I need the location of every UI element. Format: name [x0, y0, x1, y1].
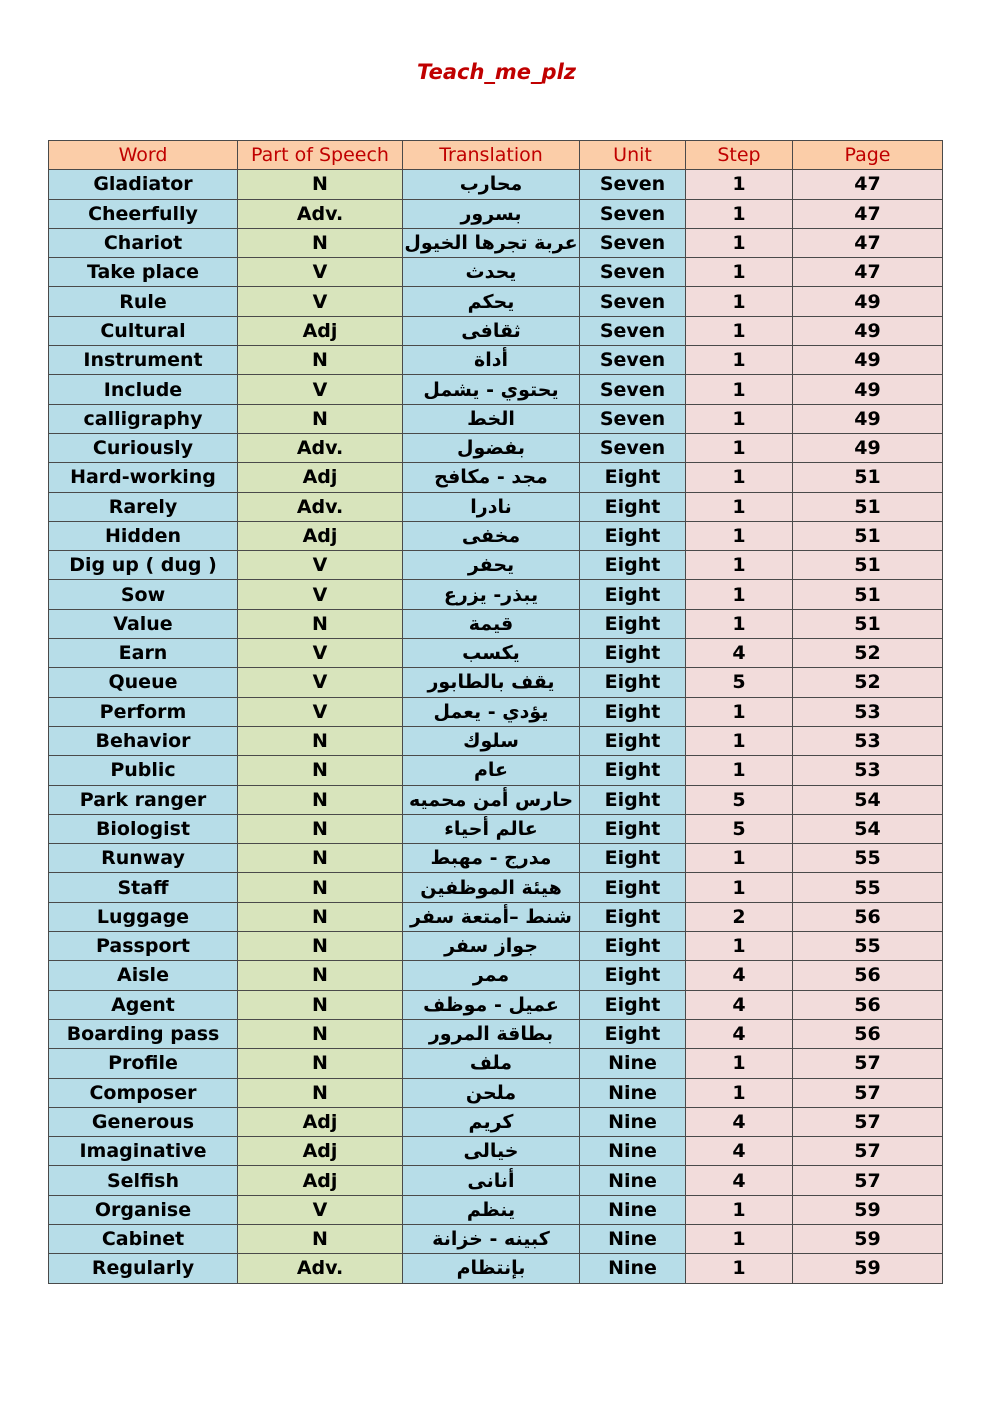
page-cell: 59 — [793, 1254, 943, 1283]
table-row — [49, 873, 943, 902]
page-cell: 56 — [793, 1019, 943, 1048]
word-cell: Park ranger — [49, 785, 238, 814]
unit-cell: Eight — [580, 932, 686, 961]
part-of-speech-cell: N — [238, 346, 403, 375]
translation-cell: عميل - موظف — [403, 990, 580, 1019]
unit-cell: Seven — [580, 404, 686, 433]
word-cell: Biologist — [49, 814, 238, 843]
page-cell: 51 — [793, 609, 943, 638]
table-row — [49, 785, 943, 814]
page-cell: 56 — [793, 902, 943, 931]
step-cell: 4 — [686, 1137, 793, 1166]
part-of-speech-cell: N — [238, 844, 403, 873]
translation-cell: يكسب — [403, 639, 580, 668]
table-row — [49, 316, 943, 345]
part-of-speech-cell: N — [238, 1224, 403, 1253]
unit-cell: Nine — [580, 1049, 686, 1078]
part-of-speech-cell: Adv. — [238, 199, 403, 228]
part-of-speech-cell: N — [238, 756, 403, 785]
page-cell: 53 — [793, 697, 943, 726]
table-row — [49, 756, 943, 785]
translation-cell: مدرج - مهبط — [403, 844, 580, 873]
word-cell: Gladiator — [49, 170, 238, 199]
unit-cell: Eight — [580, 1019, 686, 1048]
word-cell: Imaginative — [49, 1137, 238, 1166]
page-cell: 57 — [793, 1078, 943, 1107]
page-cell: 47 — [793, 170, 943, 199]
page-cell: 49 — [793, 346, 943, 375]
table-row — [49, 932, 943, 961]
translation-cell: محارب — [403, 170, 580, 199]
table-row — [49, 961, 943, 990]
word-cell: calligraphy — [49, 404, 238, 433]
table-row — [49, 346, 943, 375]
step-cell: 1 — [686, 1195, 793, 1224]
part-of-speech-cell: N — [238, 404, 403, 433]
translation-cell: يؤدي - يعمل — [403, 697, 580, 726]
page-cell: 49 — [793, 316, 943, 345]
translation-cell: مجد - مكافح — [403, 463, 580, 492]
part-of-speech-cell: V — [238, 668, 403, 697]
page-cell: 47 — [793, 258, 943, 287]
word-cell: Selfish — [49, 1166, 238, 1195]
step-cell: 1 — [686, 1254, 793, 1283]
translation-cell: عام — [403, 756, 580, 785]
unit-cell: Seven — [580, 375, 686, 404]
page-cell: 56 — [793, 990, 943, 1019]
part-of-speech-cell: V — [238, 1195, 403, 1224]
word-cell: Include — [49, 375, 238, 404]
table-row — [49, 404, 943, 433]
unit-cell: Nine — [580, 1137, 686, 1166]
unit-cell: Seven — [580, 433, 686, 462]
table-row — [49, 258, 943, 287]
part-of-speech-cell: V — [238, 697, 403, 726]
step-cell: 1 — [686, 1049, 793, 1078]
translation-cell: عربة تجرها الخيول — [403, 228, 580, 257]
page-cell: 57 — [793, 1166, 943, 1195]
step-cell: 1 — [686, 492, 793, 521]
page-cell: 55 — [793, 844, 943, 873]
unit-cell: Eight — [580, 580, 686, 609]
page-cell: 51 — [793, 521, 943, 550]
table-row — [49, 990, 943, 1019]
translation-cell: أنانى — [403, 1166, 580, 1195]
page-cell: 51 — [793, 492, 943, 521]
page-cell: 56 — [793, 961, 943, 990]
word-cell: Behavior — [49, 726, 238, 755]
part-of-speech-cell: N — [238, 932, 403, 961]
step-cell: 1 — [686, 433, 793, 462]
table-row — [49, 902, 943, 931]
step-cell: 5 — [686, 785, 793, 814]
word-cell: Value — [49, 609, 238, 638]
translation-cell: جواز سفر — [403, 932, 580, 961]
part-of-speech-cell: N — [238, 814, 403, 843]
step-cell: 4 — [686, 1166, 793, 1195]
step-cell: 1 — [686, 551, 793, 580]
step-cell: 1 — [686, 873, 793, 902]
header-page: Page — [793, 141, 943, 170]
step-cell: 1 — [686, 199, 793, 228]
word-cell: Take place — [49, 258, 238, 287]
part-of-speech-cell: Adj — [238, 316, 403, 345]
word-cell: Rarely — [49, 492, 238, 521]
word-cell: Curiously — [49, 433, 238, 462]
page-cell: 49 — [793, 287, 943, 316]
page-cell: 54 — [793, 785, 943, 814]
part-of-speech-cell: V — [238, 551, 403, 580]
unit-cell: Seven — [580, 170, 686, 199]
table-row — [49, 287, 943, 316]
page-cell: 59 — [793, 1195, 943, 1224]
page-cell: 57 — [793, 1107, 943, 1136]
word-cell: Chariot — [49, 228, 238, 257]
translation-cell: يحكم — [403, 287, 580, 316]
step-cell: 1 — [686, 932, 793, 961]
word-cell: Sow — [49, 580, 238, 609]
step-cell: 1 — [686, 726, 793, 755]
page-cell: 47 — [793, 199, 943, 228]
part-of-speech-cell: Adj — [238, 521, 403, 550]
step-cell: 1 — [686, 287, 793, 316]
part-of-speech-cell: Adj — [238, 463, 403, 492]
word-cell: Rule — [49, 287, 238, 316]
page-cell: 51 — [793, 463, 943, 492]
table-row — [49, 375, 943, 404]
word-cell: Hard-working — [49, 463, 238, 492]
unit-cell: Nine — [580, 1166, 686, 1195]
step-cell: 2 — [686, 902, 793, 931]
part-of-speech-cell: N — [238, 990, 403, 1019]
table-row — [49, 580, 943, 609]
translation-cell: عالم أحياء — [403, 814, 580, 843]
step-cell: 4 — [686, 1019, 793, 1048]
translation-cell: حارس أمن محميه — [403, 785, 580, 814]
step-cell: 1 — [686, 316, 793, 345]
unit-cell: Nine — [580, 1254, 686, 1283]
unit-cell: Nine — [580, 1224, 686, 1253]
page-cell: 51 — [793, 551, 943, 580]
step-cell: 1 — [686, 697, 793, 726]
part-of-speech-cell: Adj — [238, 1137, 403, 1166]
table-row — [49, 639, 943, 668]
table-row — [49, 1049, 943, 1078]
translation-cell: خيالى — [403, 1137, 580, 1166]
unit-cell: Eight — [580, 990, 686, 1019]
translation-cell: يحدث — [403, 258, 580, 287]
page-cell: 54 — [793, 814, 943, 843]
table-row — [49, 199, 943, 228]
table-row — [49, 1107, 943, 1136]
page-cell: 59 — [793, 1224, 943, 1253]
word-cell: Aisle — [49, 961, 238, 990]
unit-cell: Eight — [580, 873, 686, 902]
table-row — [49, 726, 943, 755]
translation-cell: بطاقة المرور — [403, 1019, 580, 1048]
word-cell: Runway — [49, 844, 238, 873]
table-row — [49, 1166, 943, 1195]
step-cell: 1 — [686, 756, 793, 785]
page-cell: 51 — [793, 580, 943, 609]
word-cell: Earn — [49, 639, 238, 668]
word-cell: Profile — [49, 1049, 238, 1078]
table-row — [49, 1195, 943, 1224]
unit-cell: Eight — [580, 961, 686, 990]
part-of-speech-cell: N — [238, 1078, 403, 1107]
page-cell: 55 — [793, 873, 943, 902]
step-cell: 5 — [686, 814, 793, 843]
unit-cell: Eight — [580, 609, 686, 638]
part-of-speech-cell: V — [238, 258, 403, 287]
word-cell: Regularly — [49, 1254, 238, 1283]
translation-cell: الخط — [403, 404, 580, 433]
part-of-speech-cell: N — [238, 609, 403, 638]
vocabulary-table — [48, 140, 943, 1284]
translation-cell: أداة — [403, 346, 580, 375]
unit-cell: Nine — [580, 1107, 686, 1136]
part-of-speech-cell: Adv. — [238, 1254, 403, 1283]
table-row — [49, 609, 943, 638]
page-title: Teach_me_plz — [416, 60, 576, 84]
unit-cell: Nine — [580, 1078, 686, 1107]
translation-cell: كبينه - خزانة — [403, 1224, 580, 1253]
part-of-speech-cell: N — [238, 873, 403, 902]
translation-cell: يحتوي - يشمل — [403, 375, 580, 404]
unit-cell: Eight — [580, 844, 686, 873]
step-cell: 5 — [686, 668, 793, 697]
part-of-speech-cell: N — [238, 785, 403, 814]
unit-cell: Seven — [580, 258, 686, 287]
unit-cell: Seven — [580, 287, 686, 316]
part-of-speech-cell: V — [238, 287, 403, 316]
word-cell: Dig up ( dug ) — [49, 551, 238, 580]
word-cell: Cabinet — [49, 1224, 238, 1253]
page-cell: 49 — [793, 404, 943, 433]
page-cell: 53 — [793, 756, 943, 785]
table-row — [49, 814, 943, 843]
page-cell: 49 — [793, 433, 943, 462]
page-cell: 52 — [793, 668, 943, 697]
step-cell: 1 — [686, 521, 793, 550]
table-row — [49, 1137, 943, 1166]
page-cell: 47 — [793, 228, 943, 257]
translation-cell: سلوك — [403, 726, 580, 755]
word-cell: Instrument — [49, 346, 238, 375]
unit-cell: Eight — [580, 521, 686, 550]
unit-cell: Eight — [580, 463, 686, 492]
header-unit: Unit — [580, 141, 686, 170]
part-of-speech-cell: N — [238, 726, 403, 755]
unit-cell: Eight — [580, 756, 686, 785]
word-cell: Boarding pass — [49, 1019, 238, 1048]
table-row — [49, 668, 943, 697]
unit-cell: Eight — [580, 814, 686, 843]
step-cell: 1 — [686, 1078, 793, 1107]
step-cell: 4 — [686, 639, 793, 668]
table-row — [49, 521, 943, 550]
unit-cell: Eight — [580, 785, 686, 814]
word-cell: Passport — [49, 932, 238, 961]
table-row — [49, 1078, 943, 1107]
table-row — [49, 1254, 943, 1283]
translation-cell: يحفر — [403, 551, 580, 580]
word-cell: Agent — [49, 990, 238, 1019]
table-row — [49, 433, 943, 462]
translation-cell: بفضول — [403, 433, 580, 462]
unit-cell: Seven — [580, 199, 686, 228]
part-of-speech-cell: N — [238, 1019, 403, 1048]
step-cell: 1 — [686, 404, 793, 433]
word-cell: Staff — [49, 873, 238, 902]
unit-cell: Eight — [580, 668, 686, 697]
part-of-speech-cell: V — [238, 580, 403, 609]
translation-cell: بسرور — [403, 199, 580, 228]
table-row — [49, 228, 943, 257]
part-of-speech-cell: N — [238, 902, 403, 931]
part-of-speech-cell: Adj — [238, 1166, 403, 1195]
header-step: Step — [686, 141, 793, 170]
unit-cell: Seven — [580, 316, 686, 345]
unit-cell: Eight — [580, 726, 686, 755]
word-cell: Luggage — [49, 902, 238, 931]
table-row — [49, 170, 943, 199]
unit-cell: Nine — [580, 1195, 686, 1224]
header-translation: Translation — [403, 141, 580, 170]
page-cell: 55 — [793, 932, 943, 961]
step-cell: 1 — [686, 228, 793, 257]
table-row — [49, 844, 943, 873]
unit-cell: Eight — [580, 902, 686, 931]
word-cell: Cultural — [49, 316, 238, 345]
table-row — [49, 1224, 943, 1253]
word-cell: Queue — [49, 668, 238, 697]
step-cell: 1 — [686, 375, 793, 404]
translation-cell: ثقافى — [403, 316, 580, 345]
page-cell: 52 — [793, 639, 943, 668]
page-cell: 53 — [793, 726, 943, 755]
page-cell: 49 — [793, 375, 943, 404]
step-cell: 1 — [686, 463, 793, 492]
step-cell: 1 — [686, 346, 793, 375]
unit-cell: Seven — [580, 228, 686, 257]
translation-cell: شنط –أمتعة سفر — [403, 902, 580, 931]
word-cell: Perform — [49, 697, 238, 726]
unit-cell: Eight — [580, 639, 686, 668]
table-row — [49, 697, 943, 726]
translation-cell: نادرا — [403, 492, 580, 521]
part-of-speech-cell: N — [238, 961, 403, 990]
translation-cell: مخفى — [403, 521, 580, 550]
translation-cell: بإنتظام — [403, 1254, 580, 1283]
translation-cell: يقف بالطابور — [403, 668, 580, 697]
step-cell: 4 — [686, 1107, 793, 1136]
word-cell: Generous — [49, 1107, 238, 1136]
step-cell: 4 — [686, 961, 793, 990]
part-of-speech-cell: V — [238, 639, 403, 668]
table-row — [49, 1019, 943, 1048]
table-row — [49, 551, 943, 580]
translation-cell: كريم — [403, 1107, 580, 1136]
page-cell: 57 — [793, 1137, 943, 1166]
step-cell: 1 — [686, 609, 793, 638]
unit-cell: Seven — [580, 346, 686, 375]
part-of-speech-cell: Adv. — [238, 492, 403, 521]
table-row — [49, 463, 943, 492]
header-part-of-speech: Part of Speech — [238, 141, 403, 170]
part-of-speech-cell: N — [238, 170, 403, 199]
step-cell: 1 — [686, 170, 793, 199]
part-of-speech-cell: Adj — [238, 1107, 403, 1136]
unit-cell: Eight — [580, 697, 686, 726]
word-cell: Composer — [49, 1078, 238, 1107]
word-cell: Cheerfully — [49, 199, 238, 228]
part-of-speech-cell: Adv. — [238, 433, 403, 462]
translation-cell: ملف — [403, 1049, 580, 1078]
word-cell: Hidden — [49, 521, 238, 550]
translation-cell: هيئة الموظفين — [403, 873, 580, 902]
translation-cell: يبذر- يزرع — [403, 580, 580, 609]
translation-cell: ينظم — [403, 1195, 580, 1224]
translation-cell: ملحن — [403, 1078, 580, 1107]
word-cell: Public — [49, 756, 238, 785]
translation-cell: ممر — [403, 961, 580, 990]
table-row — [49, 492, 943, 521]
word-cell: Organise — [49, 1195, 238, 1224]
header-word: Word — [49, 141, 238, 170]
part-of-speech-cell: N — [238, 228, 403, 257]
part-of-speech-cell: V — [238, 375, 403, 404]
unit-cell: Eight — [580, 551, 686, 580]
step-cell: 1 — [686, 580, 793, 609]
step-cell: 1 — [686, 258, 793, 287]
translation-cell: قيمة — [403, 609, 580, 638]
step-cell: 1 — [686, 1224, 793, 1253]
table-header-row — [49, 141, 943, 170]
part-of-speech-cell: N — [238, 1049, 403, 1078]
page-cell: 57 — [793, 1049, 943, 1078]
step-cell: 4 — [686, 990, 793, 1019]
table-body — [49, 170, 943, 1283]
unit-cell: Eight — [580, 492, 686, 521]
step-cell: 1 — [686, 844, 793, 873]
